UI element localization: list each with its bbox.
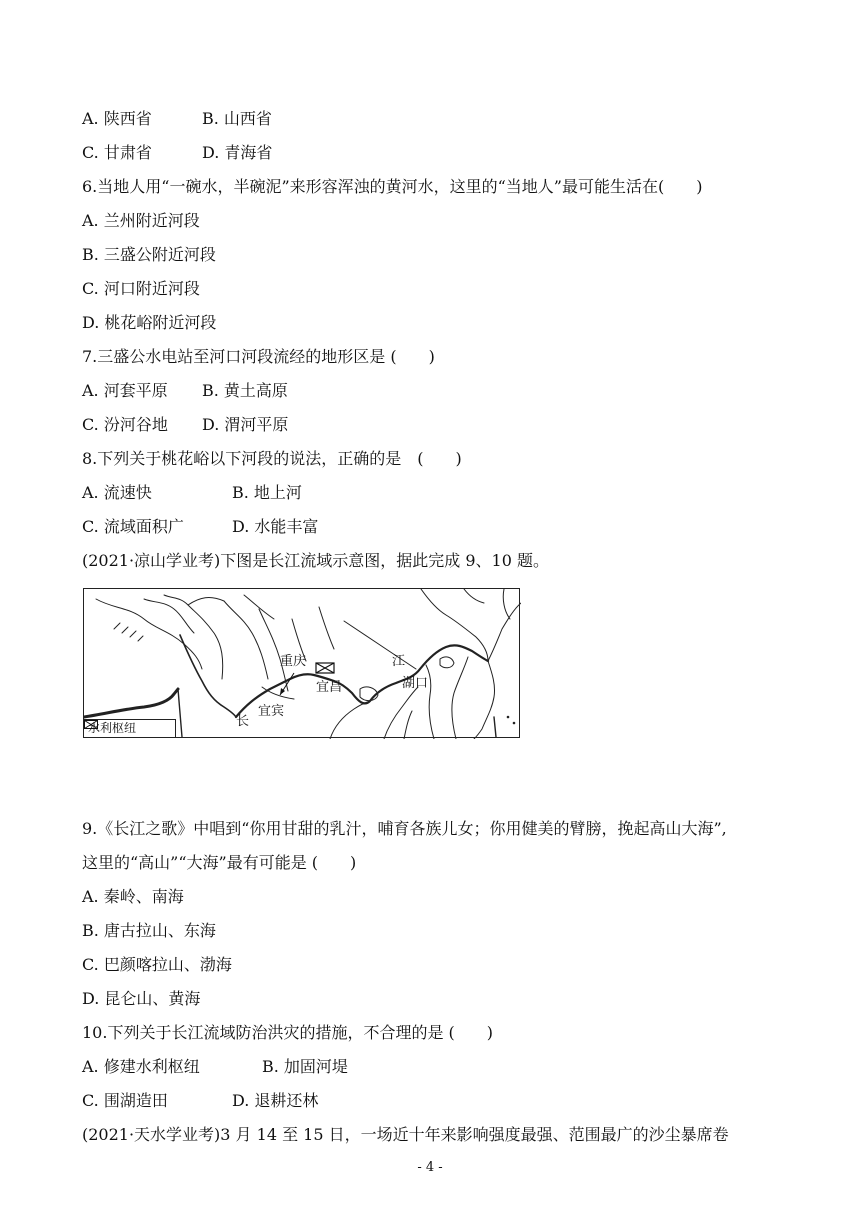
q5-option-c: C. 甘肃省: [82, 143, 152, 162]
taiwan-island: [494, 717, 496, 737]
q8-option-b: B. 地上河: [232, 483, 302, 502]
q7-option-row-1: [82, 380, 288, 402]
boundary-line: [84, 689, 178, 717]
intro-questions-9-10: (2021·凉山学业考)下图是长江流域示意图，据此完成 9、10 题。: [82, 551, 550, 570]
q9-option-d: D. 昆仑山、黄海: [82, 989, 201, 1008]
q6-option-d: D. 桃花峪附近河段: [82, 313, 217, 332]
map-label-yichang: 宜昌: [316, 680, 343, 695]
q9-option-c: C. 巴颜喀拉山、渤海: [82, 955, 232, 974]
page-number: - 4 -: [417, 1160, 443, 1175]
q7-option-a: A. 河套平原: [82, 381, 168, 400]
q6-stem: 6.当地人用“一碗水，半碗泥”来形容浑浊的黄河水，这里的“当地人”最可能生活在( ): [82, 177, 703, 196]
q5-option-a: A. 陕西省: [82, 109, 152, 128]
map-legend-label: 水利枢纽: [88, 721, 137, 735]
q8-option-row-1: [82, 482, 302, 504]
q10-option-row-1: [82, 1056, 348, 1078]
dam-icon: [84, 720, 98, 729]
map-label-jiang: 江: [392, 654, 406, 669]
q6-option-b: B. 三盛公附近河段: [82, 245, 216, 264]
q9-stem-line-1: 9.《长江之歌》中唱到“你用甘甜的乳汁，哺育各族儿女；你用健美的臂膀，挽起高山大海”,: [82, 819, 727, 838]
q6-option-c: C. 河口附近河段: [82, 279, 200, 298]
q9-stem-line-2: 这里的“高山”“大海”最有可能是 ( ): [82, 853, 357, 872]
q7-option-b: B. 黄土高原: [202, 381, 288, 400]
q5-option-row-2: [82, 142, 273, 164]
q5-option-row-1: [82, 108, 272, 130]
q10-option-row-2: [82, 1090, 319, 1112]
q7-stem: 7.三盛公水电站至河口河段流经的地形区是 ( ): [82, 347, 435, 366]
q8-option-a: A. 流速快: [82, 483, 152, 502]
dam-symbol-three-gorges: [316, 663, 334, 673]
q7-option-c: C. 汾河谷地: [82, 415, 168, 434]
q6-option-a: A. 兰州附近河段: [82, 211, 200, 230]
q9-option-a: A. 秦岭、南海: [82, 887, 184, 906]
q8-option-d: D. 水能丰富: [232, 517, 319, 536]
q5-option-d: D. 青海省: [202, 143, 273, 162]
coastline: [488, 603, 521, 661]
q10-stem: 10.下列关于长江流域防治洪灾的措施，不合理的是 ( ): [82, 1023, 494, 1042]
q8-option-row-2: [82, 516, 319, 538]
boundary-line-vertical: [178, 689, 182, 737]
q7-option-d: D. 渭河平原: [202, 415, 289, 434]
q9-option-b: B. 唐古拉山、东海: [82, 921, 216, 940]
upper-river: [180, 635, 236, 717]
map-label-yibin: 宜宾: [258, 704, 285, 719]
q5-option-b: B. 山西省: [202, 109, 272, 128]
map-label-chang: 长: [236, 714, 250, 729]
map-label-chongqing: 重庆: [280, 654, 307, 669]
q10-option-b: B. 加固河堤: [262, 1057, 348, 1076]
yangtze-basin-map: [83, 588, 520, 738]
q10-option-d: D. 退耕还林: [232, 1091, 319, 1110]
intro-next-question: (2021·天水学业考)3 月 14 至 15 日，一场近十年来影响强度最强、范围最广的沙尘暴席卷: [82, 1125, 729, 1144]
q8-option-c: C. 流域面积广: [82, 517, 184, 536]
q10-option-a: A. 修建水利枢纽: [82, 1057, 200, 1076]
q8-stem: 8.下列关于桃花峪以下河段的说法，正确的是 ( ): [82, 449, 462, 468]
q7-option-row-2: [82, 414, 289, 436]
map-legend: [84, 719, 176, 737]
q10-option-c: C. 围湖造田: [82, 1091, 168, 1110]
map-label-hukou: 湖口: [402, 676, 429, 691]
